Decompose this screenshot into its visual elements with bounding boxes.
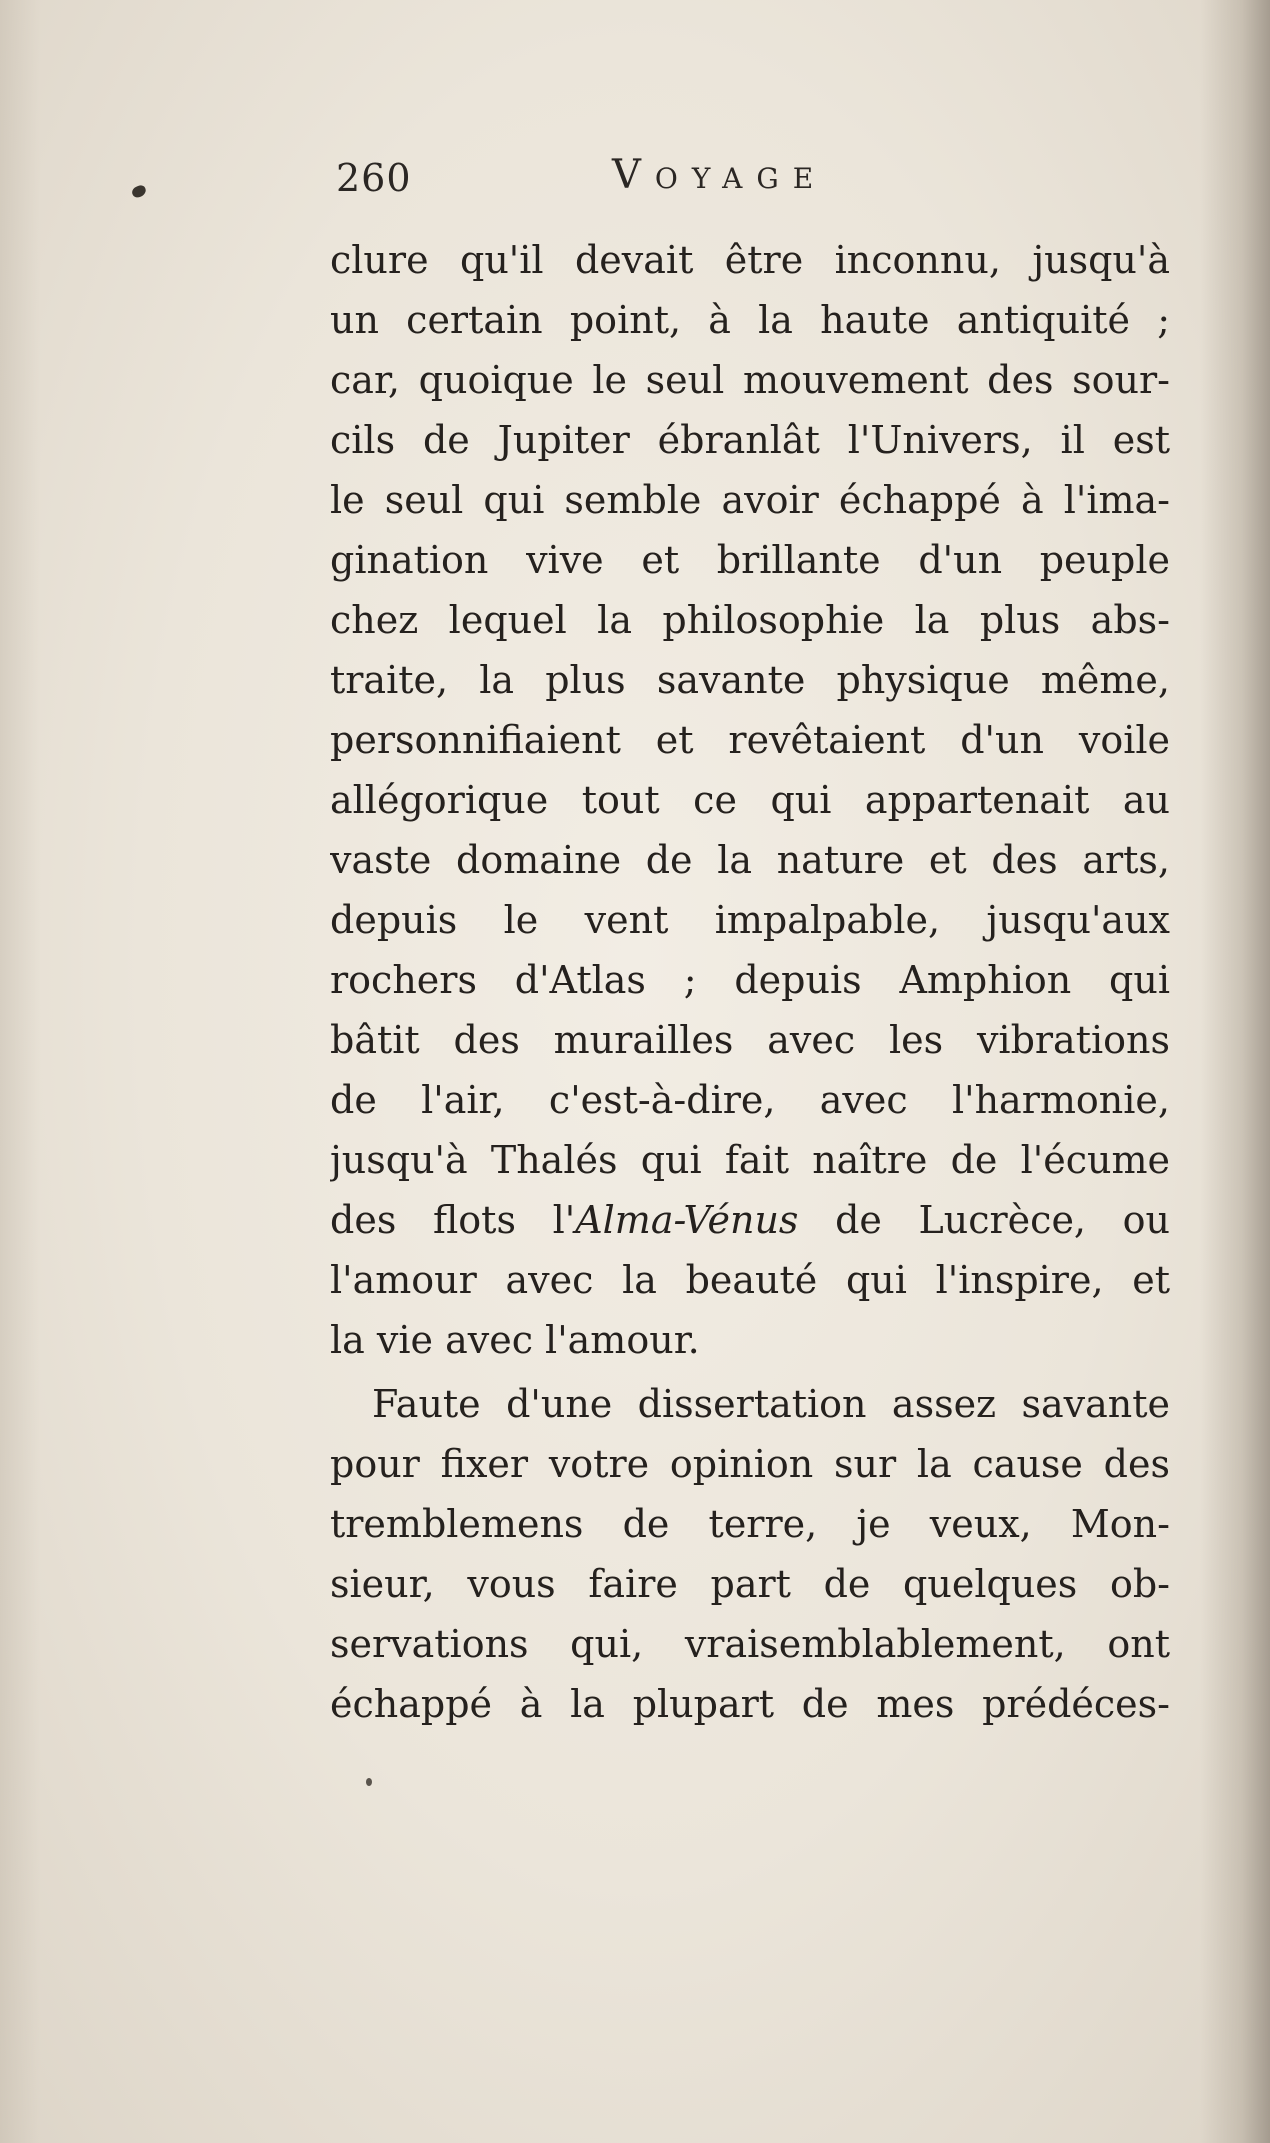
text-line: cils de Jupiter ébranlât l'Univers, il est [330, 418, 1170, 462]
text-line: jusqu'à Thalés qui fait naître de l'écume [330, 1138, 1170, 1182]
page-shadow-left [0, 0, 40, 2143]
text-line: bâtit des murailles avec les vibrations [330, 1018, 1170, 1062]
text-line: échappé à la plupart de mes prédéces- [330, 1682, 1170, 1726]
text-line-with-italic [330, 1190, 1170, 1250]
text-line: sieur, vous faire part de quelques ob- [330, 1562, 1170, 1606]
text-line: personnifiaient et revêtaient d'un voile [330, 718, 1170, 762]
text-line: chez lequel la philosophie la plus abs- [330, 598, 1170, 642]
text-line: gination vive et brillante d'un peuple [330, 538, 1170, 582]
text-line: Faute d'une dissertation assez savante [372, 1382, 1170, 1426]
text-line: pour fixer votre opinion sur la cause des [330, 1442, 1170, 1486]
text-fragment: de Lucrèce, ou [798, 1198, 1170, 1242]
body-text [330, 230, 1170, 1734]
text-line: car, quoique le seul mouvement des sour- [330, 358, 1170, 402]
text-line: depuis le vent impalpable, jusqu'aux [330, 898, 1170, 942]
text-line: un certain point, à la haute antiquité ; [330, 298, 1170, 342]
text-line: allégorique tout ce qui appartenait au [330, 778, 1170, 822]
text-line: l'amour avec la beauté qui l'inspire, et [330, 1258, 1170, 1302]
running-head [336, 150, 896, 210]
page-number: 260 [336, 156, 412, 200]
text-line: le seul qui semble avoir échappé à l'ima- [330, 478, 1170, 522]
text-line: rochers d'Atlas ; depuis Amphion qui [330, 958, 1170, 1002]
text-line: clure qu'il devait être inconnu, jusqu'à [330, 238, 1170, 282]
text-line: servations qui, vraisemblablement, ont [330, 1622, 1170, 1666]
text-line: la vie avec l'amour. [330, 1318, 700, 1362]
text-line: tremblemens de terre, je veux, Mon- [330, 1502, 1170, 1546]
page-shadow-right [1200, 0, 1270, 2143]
running-title: Voyage [612, 152, 828, 198]
text-line: traite, la plus savante physique même, [330, 658, 1170, 702]
text-line: de l'air, c'est-à-dire, avec l'harmonie, [330, 1078, 1170, 1122]
italic-title: Alma-Vénus [575, 1198, 799, 1242]
text-line: vaste domaine de la nature et des arts, [330, 838, 1170, 882]
ink-mark [366, 1778, 372, 1786]
text-fragment: des flots l' [330, 1198, 576, 1242]
ink-speck [131, 184, 148, 199]
